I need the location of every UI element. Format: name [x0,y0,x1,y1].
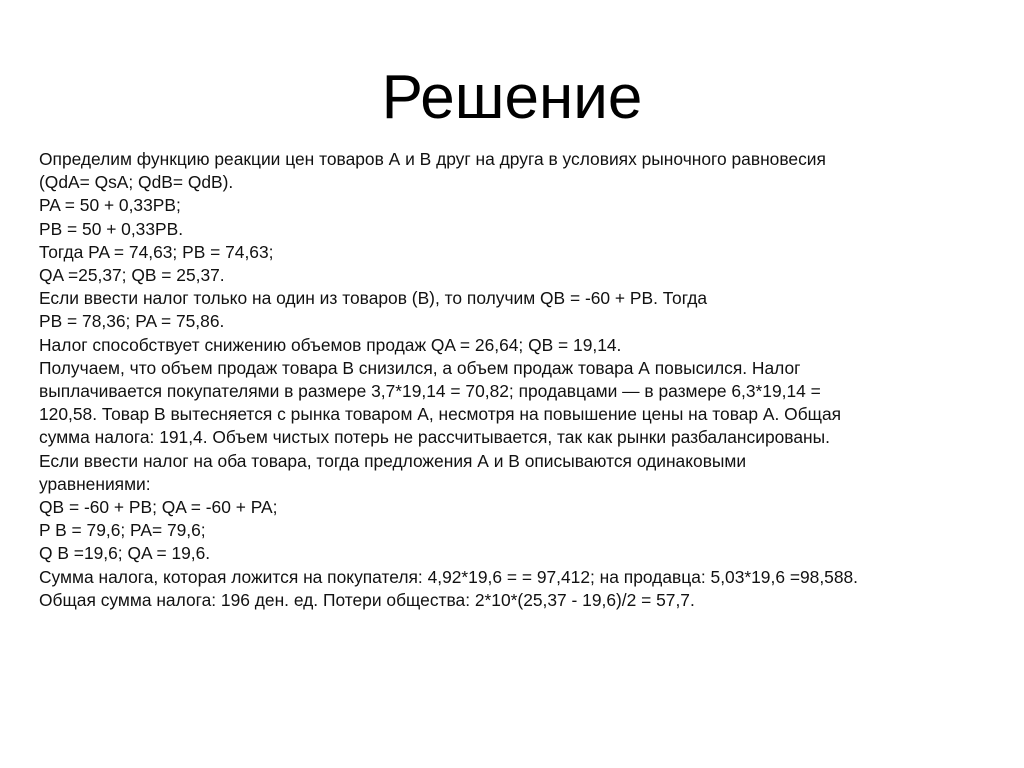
body-line: QB = -60 + PB; QA = -60 + PA; [39,497,278,518]
slide-title: Решение [381,63,643,132]
body-line: Общая сумма налога: 196 ден. ед. Потери общества: 2*10*(25,37 - 19,6)/2 = 57,7. [39,589,695,610]
body-line: QA =25,37; QB = 25,37. [39,265,225,286]
body-line: 120,58. Товар В вытесняется с рынка товаром А, несмотря на повышение цены на товар А. Общая [39,404,842,425]
body-line: Если ввести налог на оба товара, тогда предложения А и В описываются одинаковыми [39,450,747,471]
body-line: сумма налога: 191,4. Объем чистых потерь не рассчитывается, так как рынки разбалансированы. [39,427,830,448]
body-line: Определим функцию реакции цен товаров А и В друг на друга в условиях рыночного равновесия [39,149,826,169]
body-line: выплачивается покупателями в размере 3,7*19,14 = 70,82; продавцами — в размере 6,3*19,14 = [39,381,821,402]
body-line: Если ввести налог только на один из товаров (В), то получим QB = -60 + PB. Тогда [39,288,708,309]
body-line: уравнениями: [39,473,151,494]
body-line: PB = 78,36; PA = 75,86. [39,311,225,332]
body-line: Получаем, что объем продаж товара В снизился, а объем продаж товара А повысился. Налог [39,357,801,378]
body-line: P B = 79,6; PA= 79,6; [39,520,206,541]
body-line: Q B =19,6; QA = 19,6. [39,543,211,564]
body-line: Сумма налога, которая ложится на покупателя: 4,92*19,6 = = 97,412; на продавца: 5,03*19,6 =98,588. [39,566,858,587]
body-line: Налог способствует снижению объемов продаж QA = 26,64; QB = 19,14. [39,334,622,355]
body-line: Тогда PA = 74,63; PB = 74,63; [39,241,274,262]
slide-body [39,148,989,612]
body-line: PA = 50 + 0,33PB; [39,195,181,216]
body-line: PB = 50 + 0,33PB. [39,218,184,239]
body-line: (QdA= QsA; QdB= QdB). [39,172,234,193]
